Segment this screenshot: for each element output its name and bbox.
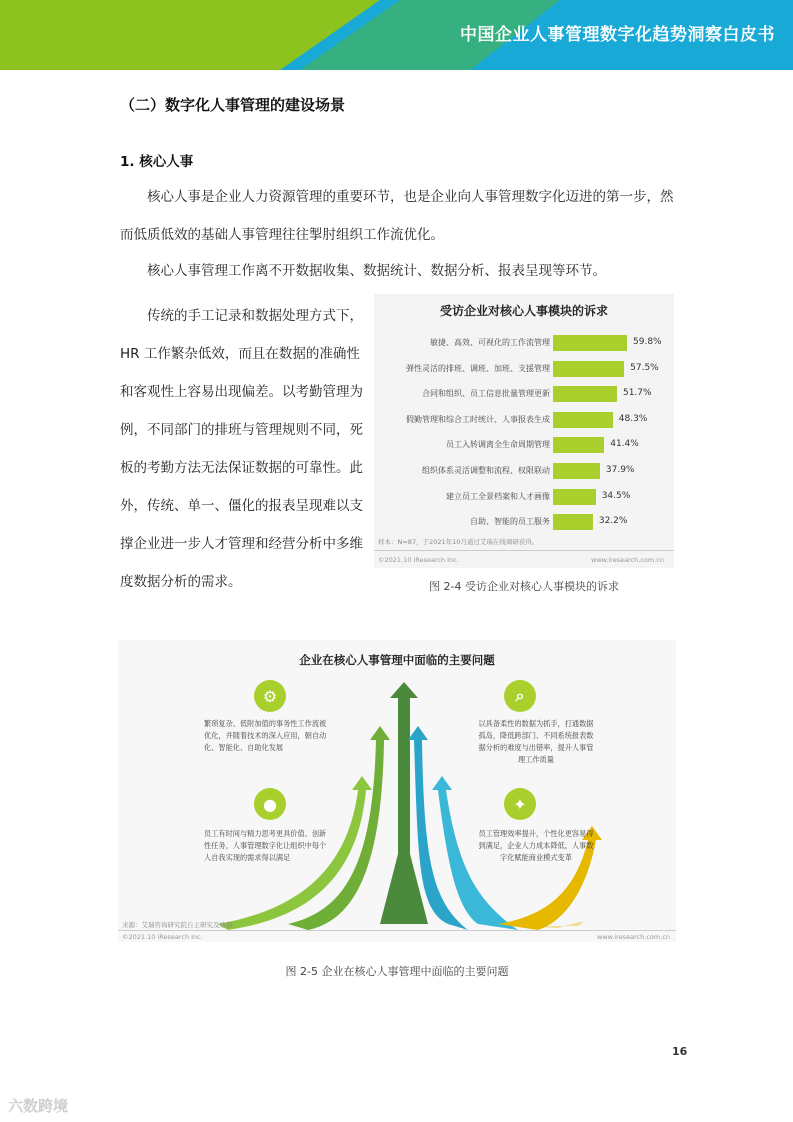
- bar-category-label: 员工入转调离全生命周期管理: [446, 440, 550, 450]
- bar-value-label: 34.5%: [601, 490, 631, 501]
- bar-chart-figure: [374, 294, 674, 568]
- gear-icon: ⚙: [254, 680, 286, 712]
- bar-value-label: 51.7%: [622, 388, 652, 399]
- note-bottom-right: 员工管理效率提升，个性化更容易得 到满足，企业人力成本降低，人事数 字化赋能商业模式变革: [478, 829, 594, 862]
- person-icon: ●: [254, 788, 286, 820]
- bar-category-label: 敏捷、高效、可视化的工作流管理: [430, 338, 550, 347]
- document-title: 中国企业人事管理数字化趋势洞察白皮书: [460, 25, 775, 45]
- source-url: www.iresearch.com.cn: [596, 933, 670, 941]
- divider: [374, 550, 674, 551]
- note-bottom-left: 员工有时间与精力思考更具价值、创新 性任务，人事管理数字化让组织中每个 人自我实现的需求得以满足: [204, 829, 327, 862]
- note-top-right: 以具备柔性的数据为抓手，打通数据 孤岛，降低跨部门、不同系统报表数 据分析的难度与出错率，提升人事管 理工作质量: [478, 719, 594, 764]
- bar: [553, 489, 596, 505]
- paragraph: 传统的手工记录和数据处理方式下，HR 工作繁杂低效，而且在数据的准确性和客观性上容易出现偏差。以考勤管理为例，不同部门的排班与管理规则不同，死板的考勤方法无法保证数据的可靠性。此外，传统、单一、僵化的报表呈现难以支撑企业进一步人才管理和经营分析中多维度数据分析的需求。: [120, 308, 363, 590]
- bar-category-label: 假勤管理和综合工时统计、人事报表生成: [406, 414, 550, 424]
- copyright: ©2021.10 iResearch Inc.: [122, 933, 203, 941]
- bar-value-label: 57.5%: [630, 362, 659, 373]
- section-title: （二）数字化人事管理的建设场景: [120, 96, 346, 114]
- subsection-title: 1. 核心人事: [120, 154, 194, 170]
- bar: [553, 463, 600, 479]
- bar-category-label: 弹性灵活的排班、调班、加班、支援管理: [406, 363, 550, 373]
- bar-row: [374, 462, 674, 480]
- bar-row: [374, 411, 674, 429]
- bar-row: [374, 488, 674, 506]
- bar-row: [374, 436, 674, 454]
- bar-category-label: 合同和组织、员工信息批量管理更新: [422, 389, 550, 399]
- bar-category-label: 建立员工全景档案和人才画像: [446, 491, 550, 501]
- bar: [553, 437, 604, 453]
- chart-title: 受访企业对核心人事模块的诉求: [439, 304, 608, 318]
- chart-sample-note: 样本：N=87，于2021年10月通过艾瑞在线调研获得。: [378, 538, 539, 546]
- bar-value-label: 41.4%: [610, 439, 639, 450]
- header-banner: [0, 0, 793, 70]
- page-number: 16: [672, 1045, 688, 1058]
- figure-caption: 图 2-4 受访企业对核心人事模块的诉求: [429, 580, 619, 593]
- note-top-left: 繁琐复杂、低附加值的事务性工作流被 优化，并随着技术的深入应用，朝自动 化、智能化、自助化发展: [204, 719, 327, 752]
- search-icon: ⌕: [504, 680, 536, 712]
- infographic-title: 企业在核心人事管理中面临的主要问题: [299, 653, 495, 667]
- bar-value-label: 32.2%: [598, 516, 628, 527]
- bar-value-label: 59.8%: [633, 337, 662, 347]
- divider: [118, 930, 676, 931]
- bar-value-label: 48.3%: [618, 413, 648, 424]
- paragraph: 核心人事是企业人力资源管理的重要环节，也是企业向人事管理数字化迈进的第一步，然而低质低效的基础人事管理往往掣肘组织工作流优化。: [120, 189, 674, 243]
- bar: [553, 361, 624, 377]
- bar-row: [374, 513, 674, 531]
- copyright: ©2021.10 iResearch Inc.: [378, 556, 459, 564]
- bar-row: [374, 334, 674, 352]
- bar: [553, 412, 613, 428]
- paragraph: 核心人事管理工作离不开数据收集、数据统计、数据分析、报表呈现等环节。: [147, 263, 606, 279]
- bar-category-label: 自助、智能的员工服务: [470, 517, 550, 527]
- bar: [553, 514, 593, 530]
- arrows-infographic: [118, 640, 676, 942]
- bar: [553, 386, 617, 402]
- watermark: 六数跨境: [8, 1097, 69, 1115]
- source-note: 来源：艾瑞咨询研究院自主研究及绘制。: [122, 921, 239, 929]
- bar-category-label: 组织体系灵活调整和流程、权限联动: [422, 466, 550, 475]
- figure-caption: 图 2-5 企业在核心人事管理中面临的主要问题: [285, 965, 509, 978]
- bar-row: [374, 385, 674, 403]
- bar: [553, 335, 627, 351]
- lightbulb-icon: ✦: [504, 788, 536, 820]
- source-url: www.iresearch.com.cn: [590, 556, 664, 564]
- bar-value-label: 37.9%: [605, 465, 635, 475]
- arrows-graphic: [118, 640, 676, 930]
- bar-row: [374, 360, 674, 378]
